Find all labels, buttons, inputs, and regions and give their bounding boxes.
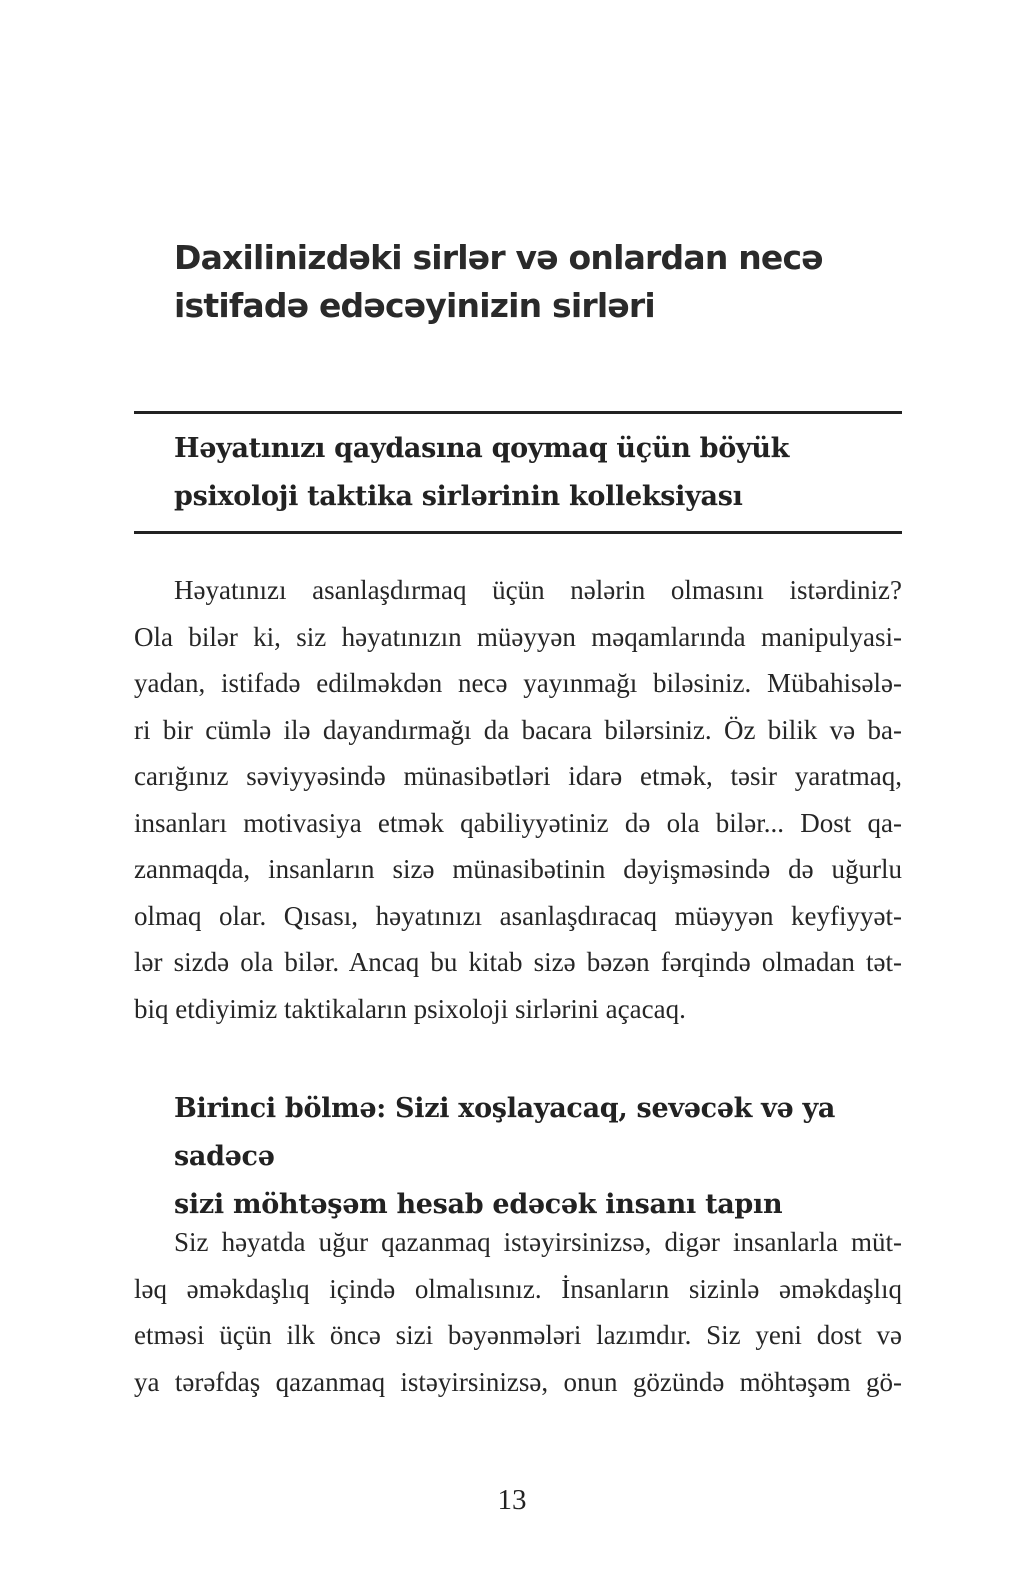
paragraph-line: ləq əməkdaşlıq içində olmalısınız. İnsanların sizinlə əməkdaşlıq <box>134 1273 902 1304</box>
paragraph-line: Siz həyatda uğur qazanmaq istəyirsinizsə, digər insanlarla müt- <box>174 1227 902 1257</box>
body-paragraph <box>134 1219 902 1405</box>
section-divider-bottom <box>134 531 902 534</box>
paragraph-line: zanmaqda, insanların sizə münasibətinin dəyişməsində də uğurlu <box>134 854 902 884</box>
subsection-title <box>174 1085 894 1229</box>
section-title <box>174 425 894 521</box>
paragraph-line: biq etdiyimiz taktikaların psixoloji sirlərini açacaq. <box>134 993 686 1024</box>
paragraph-line: lər sizdə ola bilər. Ancaq bu kitab sizə bəzən fərqində olmadan tət- <box>134 947 902 977</box>
paragraph-line: etməsi üçün ilk öncə sizi bəyənmələri lazımdır. Siz yeni dost və <box>134 1320 902 1350</box>
paragraph-line: Ola bilər ki, siz həyatınızın müəyyən məqamlarında manipulyasi- <box>134 621 902 652</box>
paragraph-line: Həyatınızı asanlaşdırmaq üçün nələrin olmasını istərdiniz? <box>174 575 902 605</box>
subsection-title-line: Birinci bölmə: Sizi xoşlayacaq, sevəcək və ya sadəcə <box>174 1093 836 1172</box>
paragraph-line: ya tərəfdaş qazanmaq istəyirsinizsə, onun gözündə möhtəşəm gö- <box>134 1366 902 1397</box>
paragraph-line: carığınız səviyyəsində münasibətləri idarə etmək, təsir yaratmaq, <box>134 761 902 791</box>
paragraph-line: ri bir cümlə ilə dayandırmağı da bacara bilərsiniz. Öz bilik və ba- <box>134 714 902 745</box>
page-number: 13 <box>497 1484 527 1516</box>
paragraph-line: yadan, istifadə edilməkdən necə yayınmağı biləsiniz. Mübahisələ- <box>134 668 902 698</box>
paragraph-line: insanları motivasiya etmək qabiliyyətiniz də ola bilər... Dost qa- <box>134 807 902 838</box>
body-paragraph <box>134 567 902 1032</box>
section-title-line: psixoloji taktika sirlərinin kolleksiyası <box>174 481 743 512</box>
chapter-title-line: Daxilinizdəki sirlər və onlardan necə <box>174 238 823 277</box>
chapter-title <box>174 234 874 330</box>
paragraph-line: olmaq olar. Qısası, həyatınızı asanlaşdıracaq müəyyən keyfiyyət- <box>134 900 902 931</box>
subsection-title-line: sizi möhtəşəm hesab edəcək insanı tapın <box>174 1189 783 1220</box>
section-divider-top <box>134 411 902 414</box>
chapter-title-line: istifadə edəcəyinizin sirləri <box>174 286 655 325</box>
section-title-line: Həyatınızı qaydasına qoymaq üçün böyük <box>174 433 790 464</box>
